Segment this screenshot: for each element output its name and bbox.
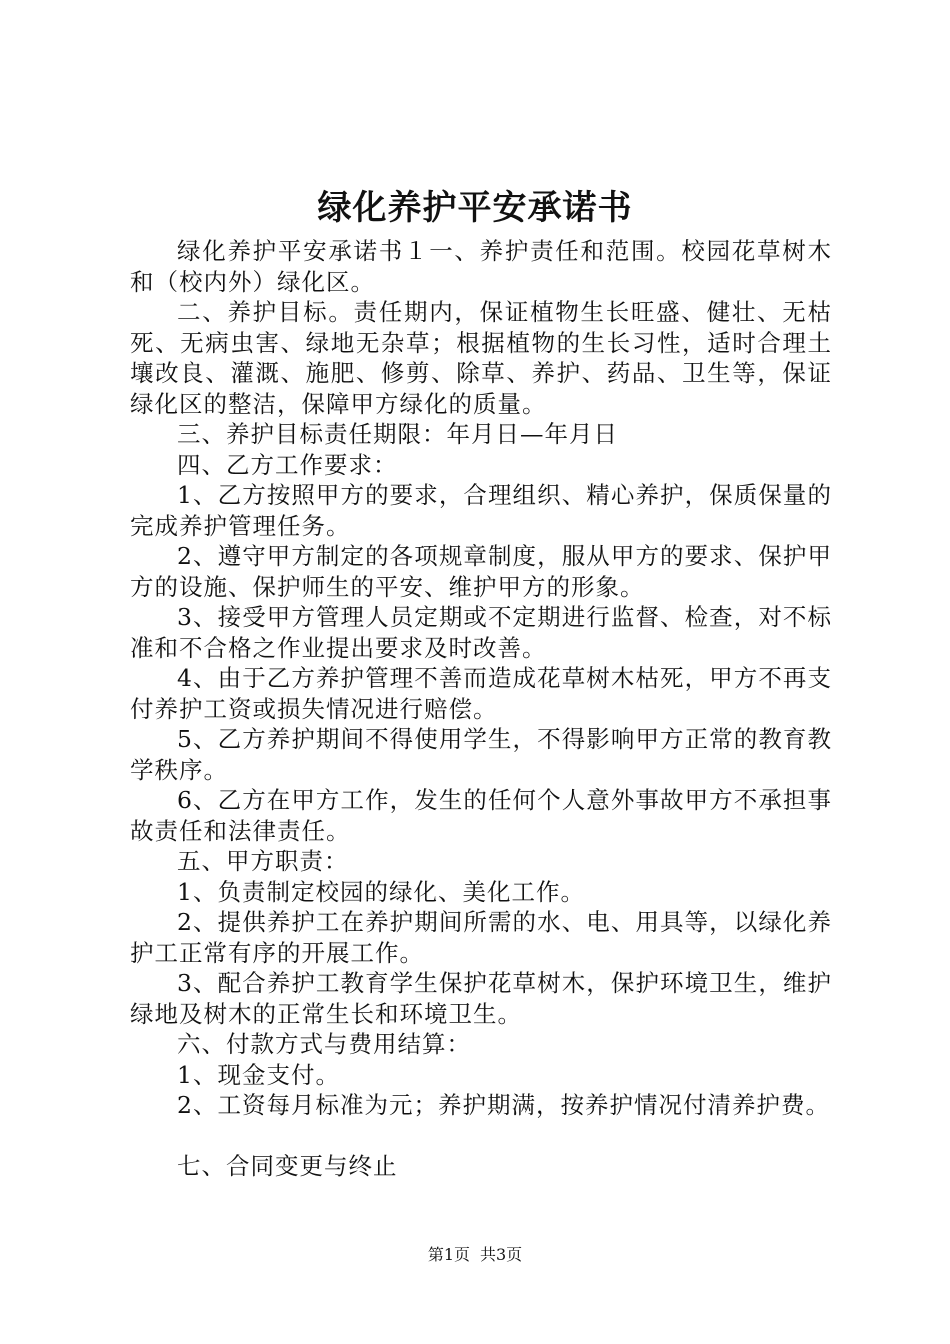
paragraph-goals: 二、养护目标。责任期内，保证植物生长旺盛、健壮、无枯死、无病虫害、绿地无杂草；根据植物的生长习性，适时合理土壤改良、灌溉、施肥、修剪、除草、养护、药品、卫生等，保证绿化区的整洁，保障甲方绿化的质量。 (130, 298, 832, 418)
page-total: 共3页 (480, 1245, 523, 1264)
section-heading-party-a: 五、甲方职责： (177, 847, 349, 875)
list-item: 5、乙方养护期间不得使用学生，不得影响甲方正常的教育教学秩序。 (130, 725, 832, 784)
list-item: 6、乙方在甲方工作，发生的任何个人意外事故甲方不承担事故责任和法律责任。 (130, 786, 832, 845)
section-heading-payment: 六、付款方式与费用结算： (177, 1030, 471, 1058)
list-item: 3、接受甲方管理人员定期或不定期进行监督、检查，对不标准和不合格之作业提出要求及时改善。 (130, 603, 832, 662)
list-item: 1、现金支付。 (177, 1060, 340, 1089)
list-item: 2、提供养护工在养护期间所需的水、电、用具等，以绿化养护工正常有序的开展工作。 (130, 908, 832, 967)
list-item: 1、负责制定校园的绿化、美化工作。 (177, 877, 585, 906)
page-number: 第1页 (427, 1245, 470, 1264)
document-body (130, 236, 832, 1181)
page-footer (0, 1244, 950, 1266)
list-item: 2、工资每月标准为元；养护期满，按养护情况付清养护费。 (177, 1091, 830, 1119)
section-heading-contract-change: 七、合同变更与终止 (177, 1151, 398, 1180)
paragraph-scope: 绿化养护平安承诺书１一、养护责任和范围。校园花草树木和（校内外）绿化区。 (130, 237, 832, 296)
paragraph-term: 三、养护目标责任期限：年月日—年月日 (177, 420, 618, 448)
list-item: 2、遵守甲方制定的各项规章制度，服从甲方的要求、保护甲方的设施、保护师生的平安、维护甲方的形象。 (130, 542, 832, 601)
list-item: 3、配合养护工教育学生保护花草树木，保护环境卫生，维护绿地及树木的正常生长和环境卫生。 (130, 969, 832, 1028)
list-item: 1、乙方按照甲方的要求，合理组织、精心养护，保质保量的完成养护管理任务。 (130, 481, 832, 540)
document-title: 绿化养护平安承诺书 (317, 188, 633, 228)
list-item: 4、由于乙方养护管理不善而造成花草树木枯死，甲方不再支付养护工资或损失情况进行赔偿。 (130, 664, 832, 723)
section-heading-party-b: 四、乙方工作要求： (177, 450, 398, 479)
